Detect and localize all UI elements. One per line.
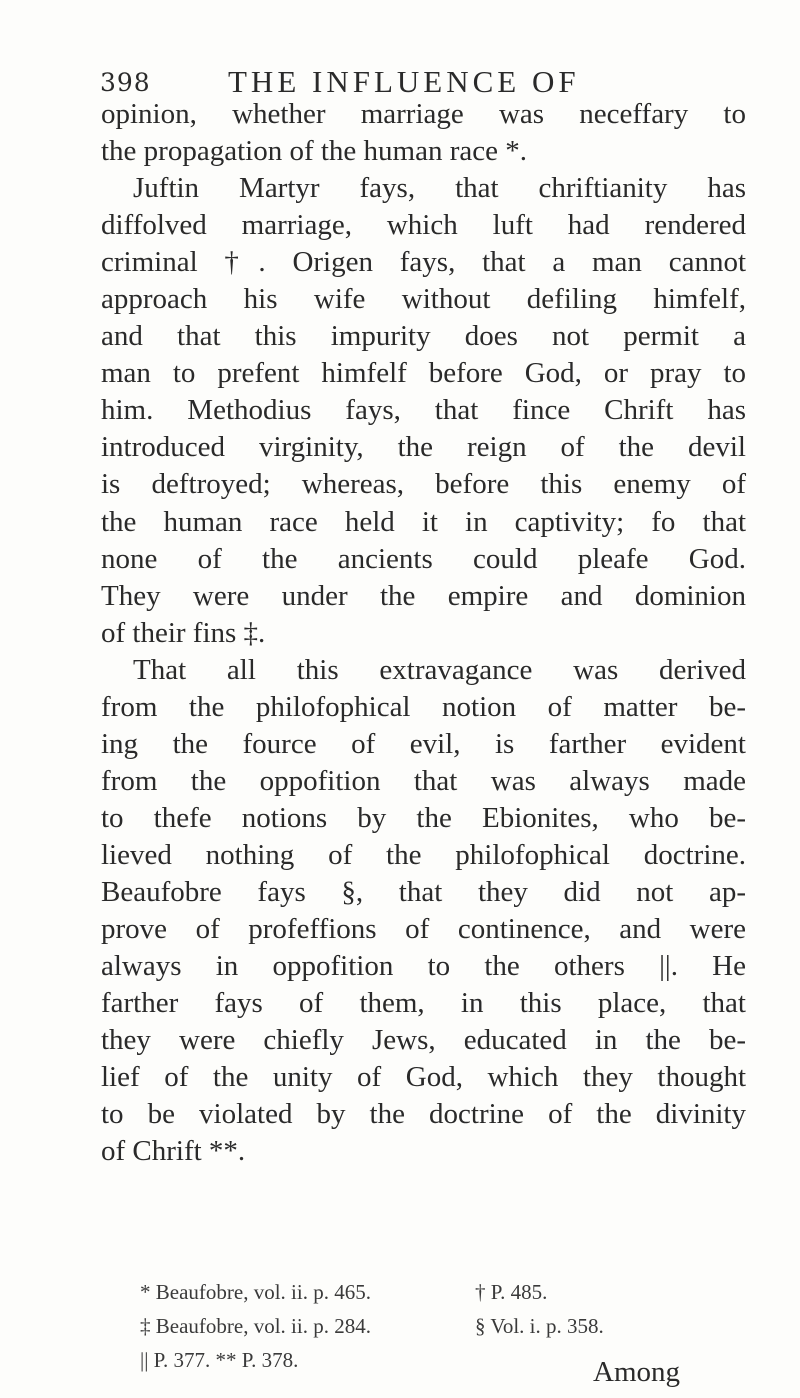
text-line: That all this extravagance was derived bbox=[133, 653, 746, 686]
footnote-row bbox=[140, 1309, 700, 1343]
text-line: from the philofophical notion of matter be- bbox=[101, 690, 746, 723]
text-line: the human race held it in captivity; fo that bbox=[101, 505, 746, 538]
text-line: none of the ancients could pleafe God. bbox=[101, 542, 746, 575]
text-line: always in oppofition to the others ||. He bbox=[101, 950, 746, 983]
text-line: lieved nothing of the philofophical doctrine. bbox=[101, 838, 746, 871]
text-line: him. Methodius fays, that fince Chrift has bbox=[101, 394, 746, 427]
text-line: lief of the unity of God, which they thought bbox=[101, 1061, 746, 1094]
footnote: || P. 377. ** P. 378. bbox=[140, 1348, 299, 1372]
running-title: THE INFLUENCE OF bbox=[228, 64, 580, 99]
text-line: prove of profeffions of continence, and were bbox=[101, 913, 746, 946]
text-line: they were chiefly Jews, educated in the be- bbox=[101, 1024, 746, 1057]
text-line: farther fays of them, in this place, that bbox=[101, 987, 746, 1020]
footnote: * Beaufobre, vol. ii. p. 465. bbox=[140, 1280, 371, 1304]
footnote-row bbox=[140, 1275, 700, 1309]
text-line: introduced virginity, the reign of the devil bbox=[101, 431, 746, 464]
text-line: diffolved marriage, which luft had rendered bbox=[101, 209, 746, 242]
text-line: is deftroyed; whereas, before this enemy of bbox=[101, 468, 746, 501]
text-line: to be violated by the doctrine of the divinity bbox=[101, 1098, 746, 1131]
text-line: of Chrift **. bbox=[101, 1135, 246, 1168]
text-line: They were under the empire and dominion bbox=[101, 579, 746, 612]
text-line: of their fins ‡. bbox=[101, 616, 266, 649]
text-line: criminal †. Origen fays, that a man cannot bbox=[101, 246, 746, 279]
text-line: opinion, whether marriage was neceffary to bbox=[101, 98, 746, 130]
text-line: approach his wife without defiling himfelf, bbox=[101, 283, 746, 316]
footnote: † P. 485. bbox=[475, 1280, 548, 1304]
body-text bbox=[101, 96, 746, 1170]
text-line: ing the fource of evil, is farther evident bbox=[101, 727, 746, 760]
text-line: from the oppofition that was always made bbox=[101, 764, 746, 797]
footnote: ‡ Beaufobre, vol. ii. p. 284. bbox=[140, 1314, 371, 1338]
text-line: and that this impurity does not permit a bbox=[101, 320, 746, 353]
page-number: 398 bbox=[100, 68, 151, 97]
text-line: Beaufobre fays §, that they did not ap- bbox=[101, 875, 746, 908]
footnote: § Vol. i. p. 358. bbox=[475, 1314, 604, 1338]
text-line: to thefe notions by the Ebionites, who be- bbox=[101, 801, 746, 834]
catchword: Among bbox=[593, 1356, 680, 1388]
text-line: the propagation of the human race *. bbox=[101, 135, 527, 168]
text-line: man to prefent himfelf before God, or pray to bbox=[101, 357, 746, 390]
text-line: Juftin Martyr fays, that chriftianity has bbox=[133, 172, 746, 205]
